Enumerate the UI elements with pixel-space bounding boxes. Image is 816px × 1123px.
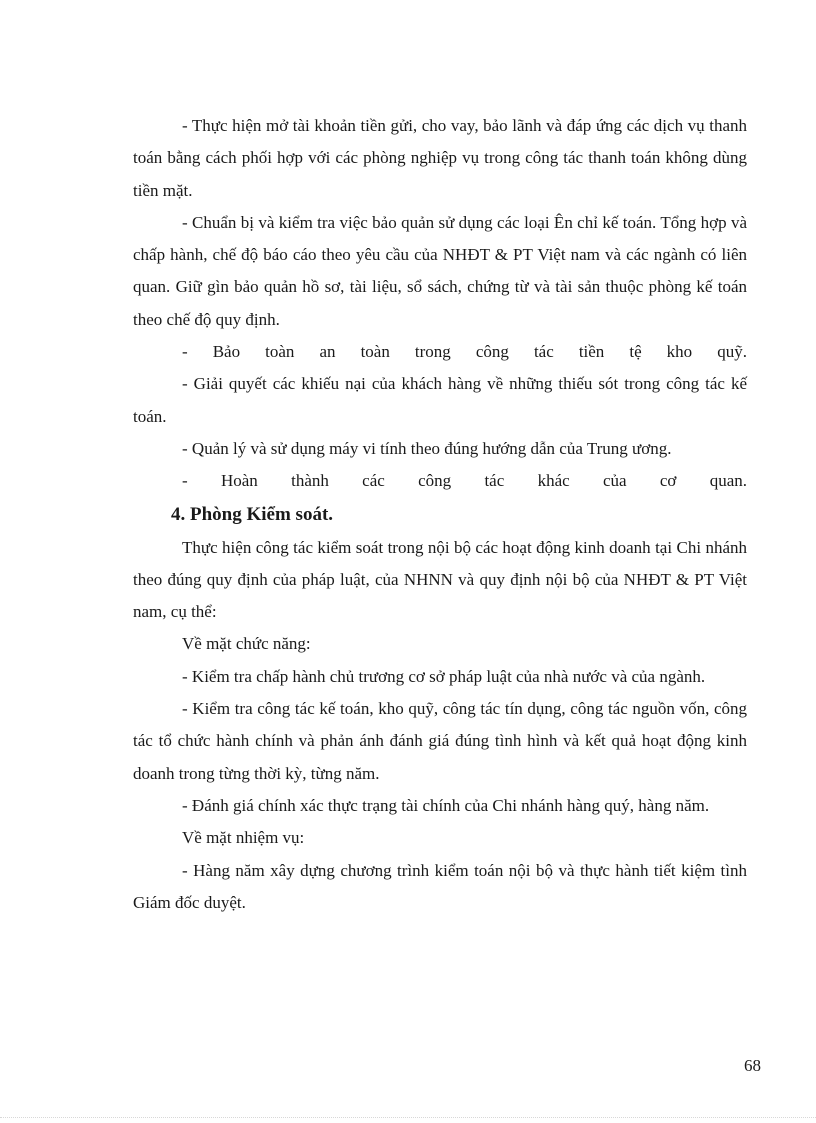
paragraph-evaluate-finance: - Đánh giá chính xác thực trạng tài chính của Chi nhánh hàng quý, hàng năm.	[182, 795, 710, 815]
document-page	[133, 110, 747, 919]
paragraph-open-accounts: - Thực hiện mở tài khoản tiền gửi, cho vay, bảo lãnh và đáp ứng các dịch vụ thanh toán bằng cách phối hợp với các phòng nghiệp vụ trong công tác thanh toán không dùng tiền mặt.	[133, 116, 747, 200]
paragraph-check-compliance: - Kiểm tra chấp hành chủ trương cơ sở pháp luật của nhà nước và của ngành.	[182, 666, 706, 686]
paragraph-computer-use: - Quản lý và sử dụng máy vi tính theo đúng hướng dẫn của Trung ương.	[182, 438, 672, 458]
paragraph-function-label: Về mặt chức năng:	[182, 634, 311, 654]
paragraph-complaints: - Giải quyết các khiếu nại của khách hàng về những thiếu sót trong công tác kế toán.	[133, 374, 747, 426]
page-number: 68	[744, 1056, 761, 1075]
footer-divider	[0, 1117, 816, 1118]
paragraph-safety: - Bảo toàn an toàn trong công tác tiền tệ kho quỹ.	[182, 342, 747, 362]
section-heading: 4. Phòng Kiểm soát.	[171, 503, 334, 525]
paragraph-check-accounting: - Kiểm tra công tác kế toán, kho quỹ, công tác tín dụng, công tác nguồn vốn, công tác tổ chức hành chính và phản ánh đánh giá đúng tình hình và kết quả hoạt động kinh doanh trong từng thời kỳ, từng năm.	[133, 699, 747, 783]
paragraph-intro: Thực hiện công tác kiểm soát trong nội bộ các hoạt động kinh doanh tại Chi nhánh theo đúng quy định của pháp luật, của NHNN và quy định nội bộ của NHĐT & PT Việt nam, cụ thể:	[133, 537, 747, 622]
paragraph-duty-label: Về mặt nhiệm vụ:	[182, 828, 305, 848]
paragraph-annual-audit: - Hàng năm xây dựng chương trình kiểm toán nội bộ và thực hành tiết kiệm tình Giám đốc duyệt.	[133, 860, 747, 912]
paragraph-prepare-check: - Chuẩn bị và kiểm tra việc bảo quản sử dụng các loại Ên chỉ kế toán. Tổng hợp và chấp hành, chế độ báo cáo theo yêu cầu của NHĐT & PT Việt nam và các ngành có liên quan. Giữ gìn bảo quản hồ sơ, tài liệu, sổ sách, chứng từ và tài sản thuộc phòng kế toán theo chế độ quy định.	[133, 212, 747, 329]
paragraph-other-tasks: - Hoàn thành các công tác khác của cơ quan.	[182, 471, 747, 491]
